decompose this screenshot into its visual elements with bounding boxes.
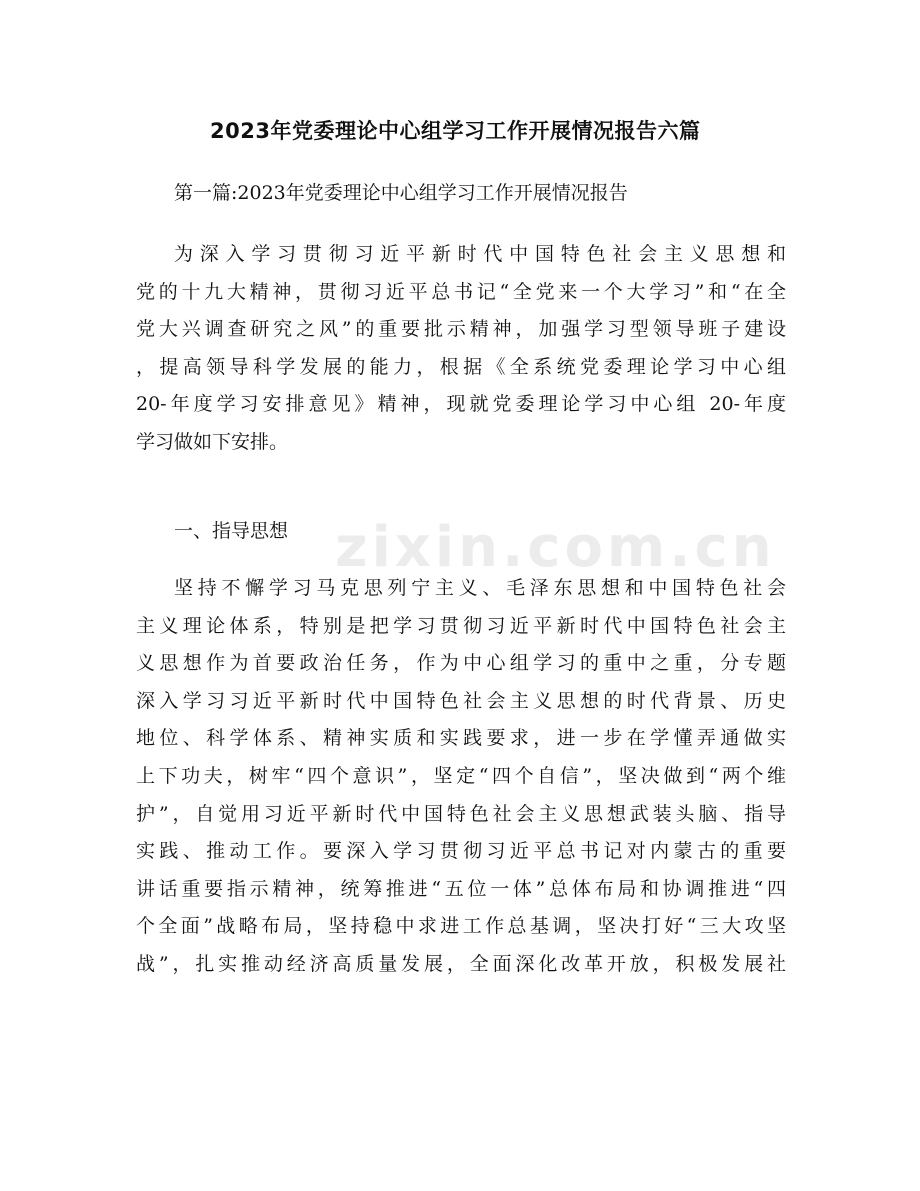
- text-line: ，提高领导科学发展的能力，根据《全系统党委理论学习中心组: [136, 355, 786, 378]
- text-line: 地位、科学体系、精神实质和实践要求，进一步在学懂弄通做实: [136, 727, 786, 750]
- text-line: 深入学习习近平新时代中国特色社会主义思想的时代背景、历史: [136, 689, 786, 712]
- text-line: 个全面”战略布局，坚持稳中求进工作总基调，坚决打好“三大攻坚: [136, 915, 786, 938]
- text-line: 学习做如下安排。: [136, 430, 289, 453]
- paragraph-intro: [136, 236, 786, 462]
- watermark: zixin.com.cn: [335, 515, 776, 580]
- text-line: 为深入学习贯彻习近平新时代中国特色社会主义思想和: [174, 243, 786, 265]
- text-line: 义思想作为首要政治任务，作为中心组学习的重中之重，分专题: [136, 652, 786, 675]
- text-line: 护”，自觉用习近平新时代中国特色社会主义思想武装头脑、指导: [136, 802, 786, 825]
- text-line: 党大兴调查研究之风”的重要批示精神，加强学习型领导班子建设: [136, 318, 786, 341]
- text-line: 讲话重要指示精神，统筹推进“五位一体”总体布局和协调推进“四: [136, 877, 786, 900]
- document-subtitle: 第一篇:2023年党委理论中心组学习工作开展情况报告: [174, 182, 628, 204]
- paragraph-guiding-thought: [136, 570, 786, 984]
- text-line: 20-年度学习安排意见》精神，现就党委理论学习中心组 20-年度: [136, 393, 786, 416]
- text-line: 坚持不懈学习马克思列宁主义、毛泽东思想和中国特色社会: [174, 577, 786, 599]
- text-line: 上下功夫，树牢“四个意识”，坚定“四个自信”，坚决做到“两个维: [136, 764, 786, 787]
- document-title: 2023年党委理论中心组学习工作开展情况报告六篇: [210, 119, 701, 143]
- text-line: 实践、推动工作。要深入学习贯彻习近平总书记对内蒙古的重要: [136, 840, 786, 863]
- text-line: 战”，扎实推动经济高质量发展，全面深化改革开放，积极发展社: [136, 952, 786, 975]
- text-line: 主义理论体系，特别是把学习贯彻习近平新时代中国特色社会主: [136, 614, 786, 637]
- section-heading: 一、指导思想: [174, 520, 289, 542]
- text-line: 党的十九大精神，贯彻习近平总书记“全党来一个大学习”和“在全: [136, 280, 786, 303]
